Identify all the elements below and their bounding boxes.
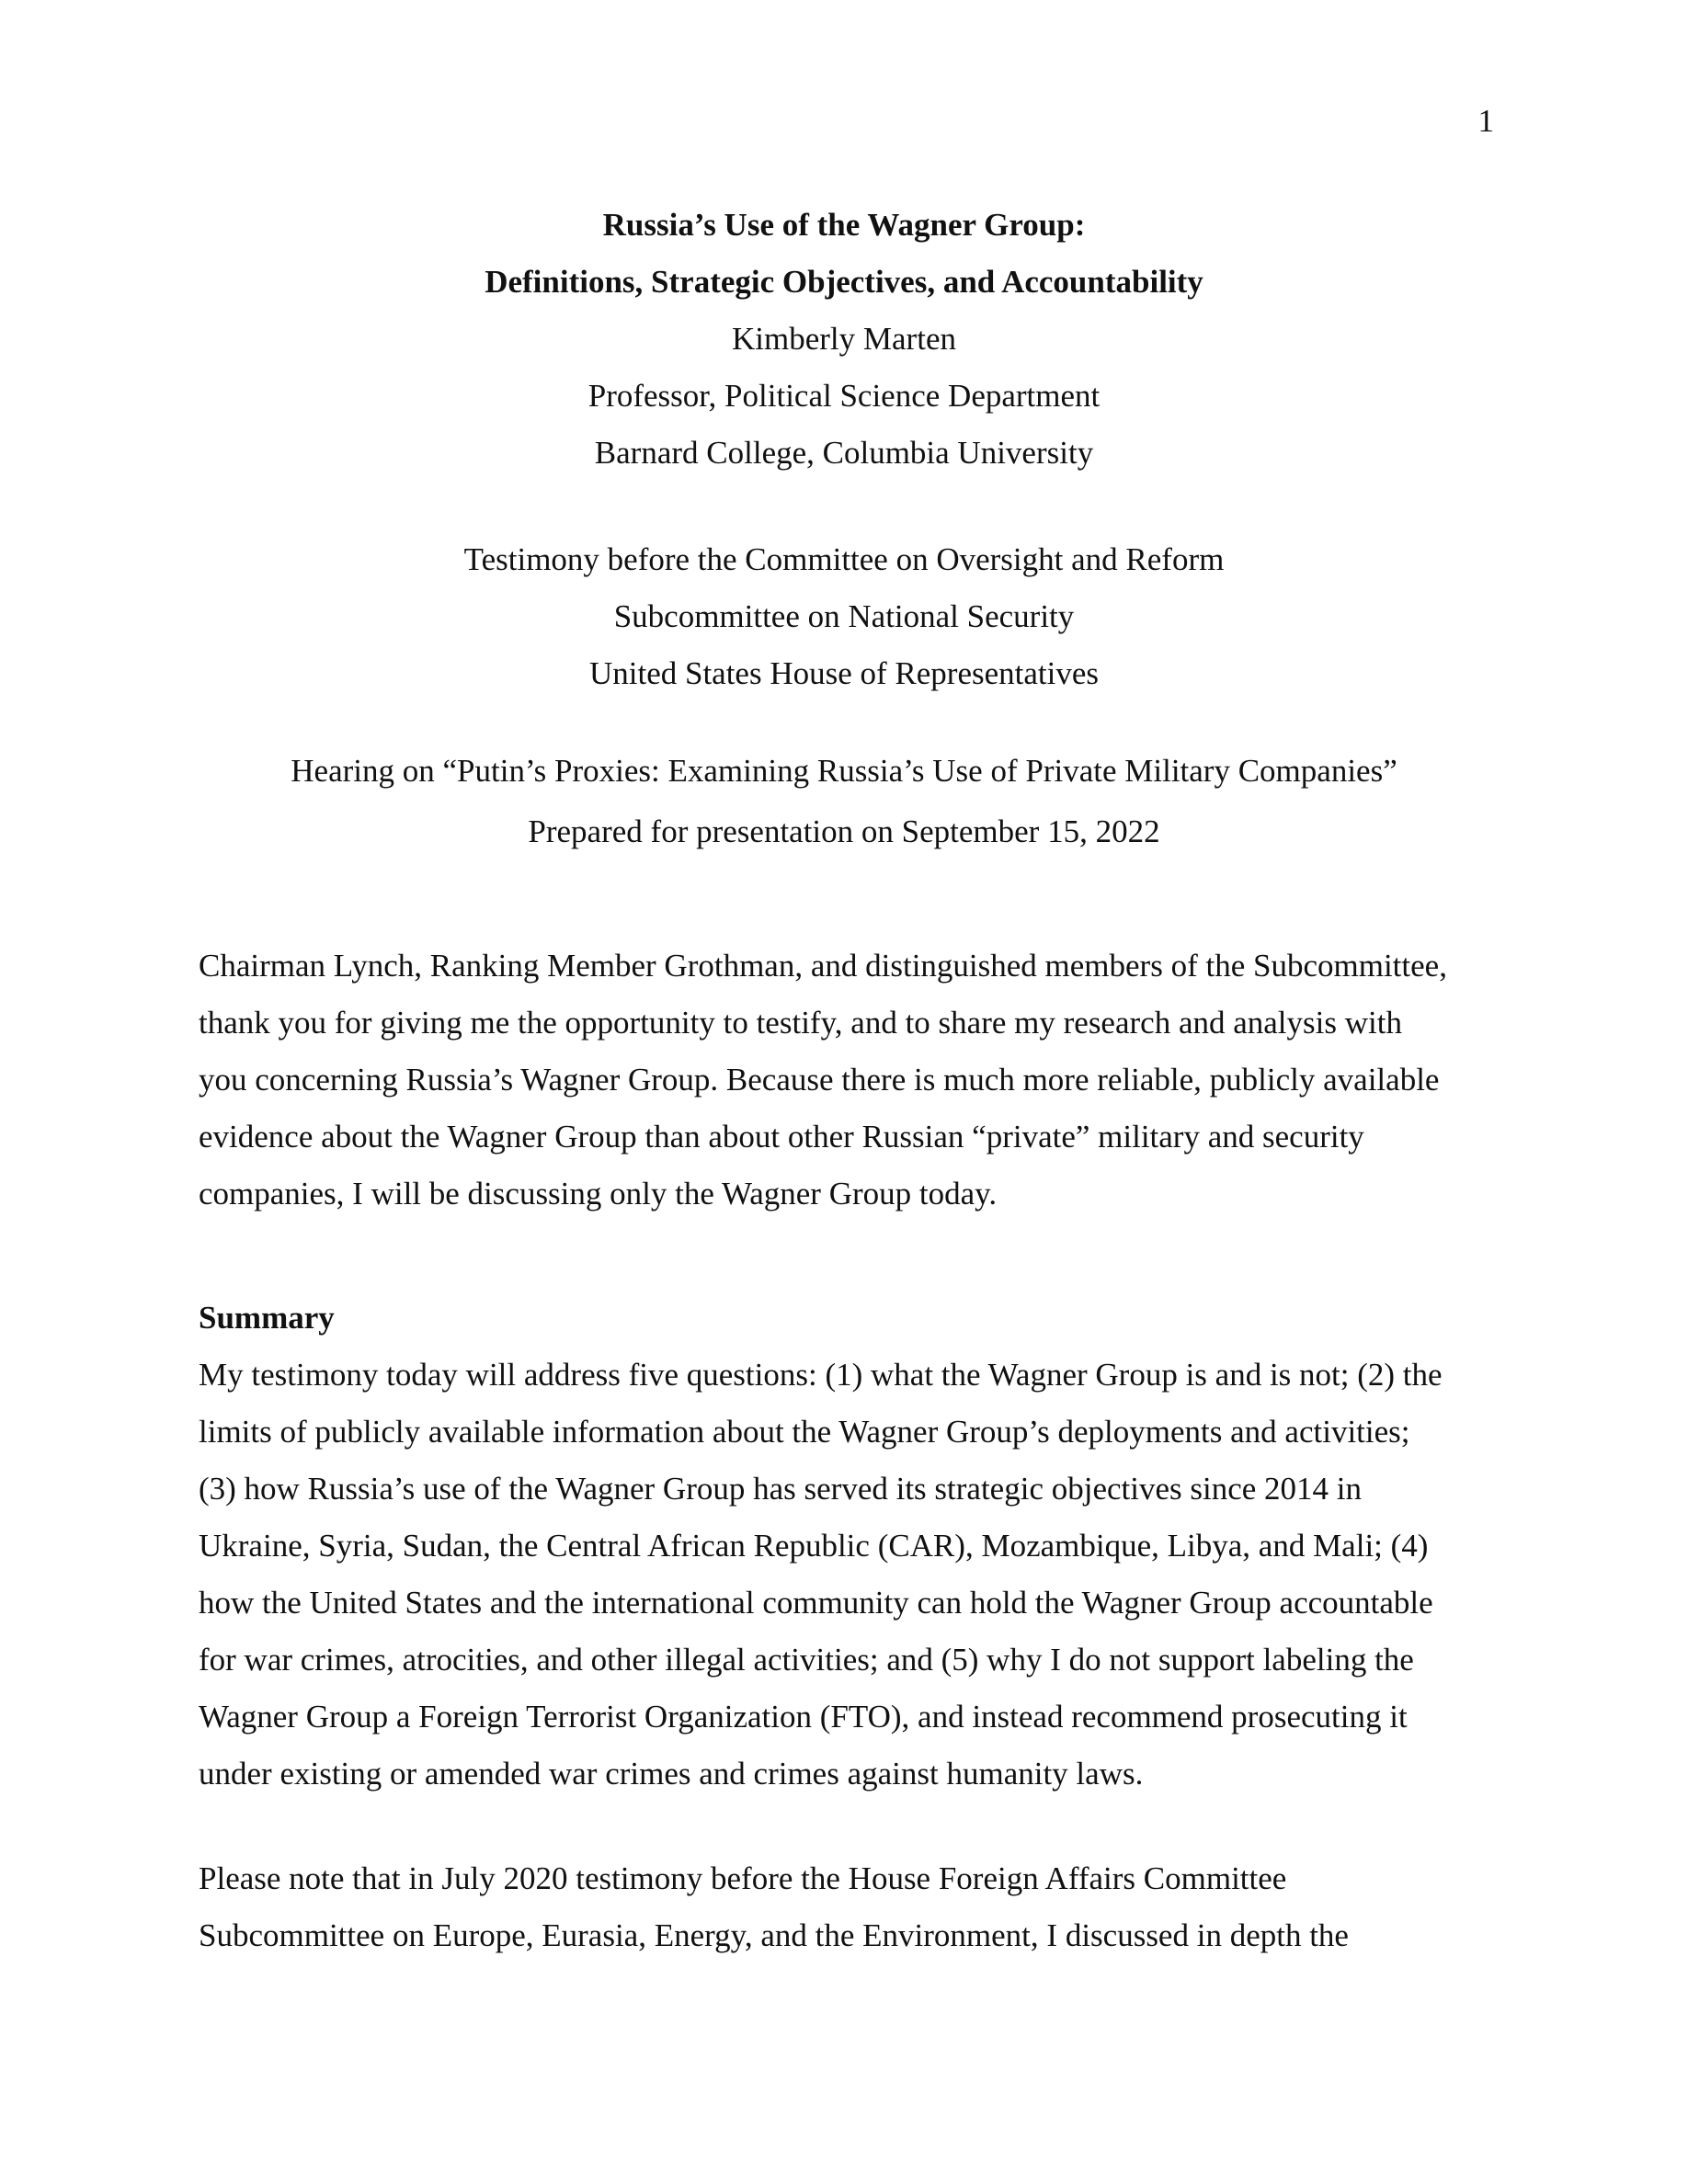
- paragraph-line: how the United States and the international community can hold the Wagner Group accountable: [199, 1585, 1433, 1621]
- paragraph-line: Wagner Group a Foreign Terrorist Organization (FTO), and instead recommend prosecuting it: [199, 1699, 1408, 1735]
- committee-line-1: Testimony before the Committee on Oversight and Reform: [463, 541, 1225, 577]
- paragraph-line: limits of publicly available information about the Wagner Group’s deployments and activities;: [199, 1414, 1410, 1450]
- hearing-title: Hearing on “Putin’s Proxies: Examining Russia’s Use of Private Military Companies”: [291, 753, 1397, 789]
- paragraph-line: thank you for giving me the opportunity to testify, and to share my research and analysis with: [199, 1005, 1402, 1041]
- page-number: 1: [1477, 103, 1494, 139]
- paragraph-line: for war crimes, atrocities, and other illegal activities; and (5) why I do not support labeling the: [199, 1642, 1414, 1678]
- paragraph-line: Subcommittee on Europe, Eurasia, Energy, and the Environment, I discussed in depth the: [199, 1917, 1349, 1953]
- paragraph-line: Ukraine, Syria, Sudan, the Central African Republic (CAR), Mozambique, Libya, and Mali; (4): [199, 1528, 1429, 1564]
- note-paragraph: [199, 1850, 1504, 1964]
- hearing-block: [0, 741, 1688, 862]
- summary-paragraph: [199, 1347, 1504, 1803]
- author-position: Professor, Political Science Department: [587, 378, 1101, 414]
- author-institution: Barnard College, Columbia University: [594, 435, 1094, 471]
- document-title-line-1: Russia’s Use of the Wagner Group:: [602, 207, 1086, 243]
- author-name: Kimberly Marten: [732, 321, 956, 357]
- title-block: [0, 197, 1688, 482]
- committee-block: [0, 531, 1688, 702]
- paragraph-line: Chairman Lynch, Ranking Member Grothman, and distinguished members of the Subcommittee,: [199, 948, 1447, 984]
- paragraph-line: under existing or amended war crimes and crimes against humanity laws.: [199, 1756, 1144, 1792]
- paragraph-line: companies, I will be discussing only the Wagner Group today.: [199, 1176, 998, 1211]
- paragraph-line: (3) how Russia’s use of the Wagner Group has served its strategic objectives since 2014 in: [199, 1471, 1363, 1507]
- committee-line-3: United States House of Representatives: [588, 655, 1100, 691]
- summary-heading: Summary: [199, 1300, 335, 1336]
- presentation-date: Prepared for presentation on September 15, 2022: [528, 813, 1160, 849]
- paragraph-line: My testimony today will address five questions: (1) what the Wagner Group is and is not; (2) the: [199, 1357, 1443, 1393]
- document-title-line-2: Definitions, Strategic Objectives, and Accountability: [485, 264, 1203, 300]
- intro-paragraph: [199, 938, 1504, 1223]
- paragraph-line: evidence about the Wagner Group than about other Russian “private” military and security: [199, 1119, 1364, 1155]
- paragraph-line: Please note that in July 2020 testimony before the House Foreign Affairs Committee: [199, 1860, 1287, 1896]
- paragraph-line: you concerning Russia’s Wagner Group. Because there is much more reliable, publicly available: [199, 1062, 1440, 1098]
- committee-line-2: Subcommittee on National Security: [613, 598, 1075, 634]
